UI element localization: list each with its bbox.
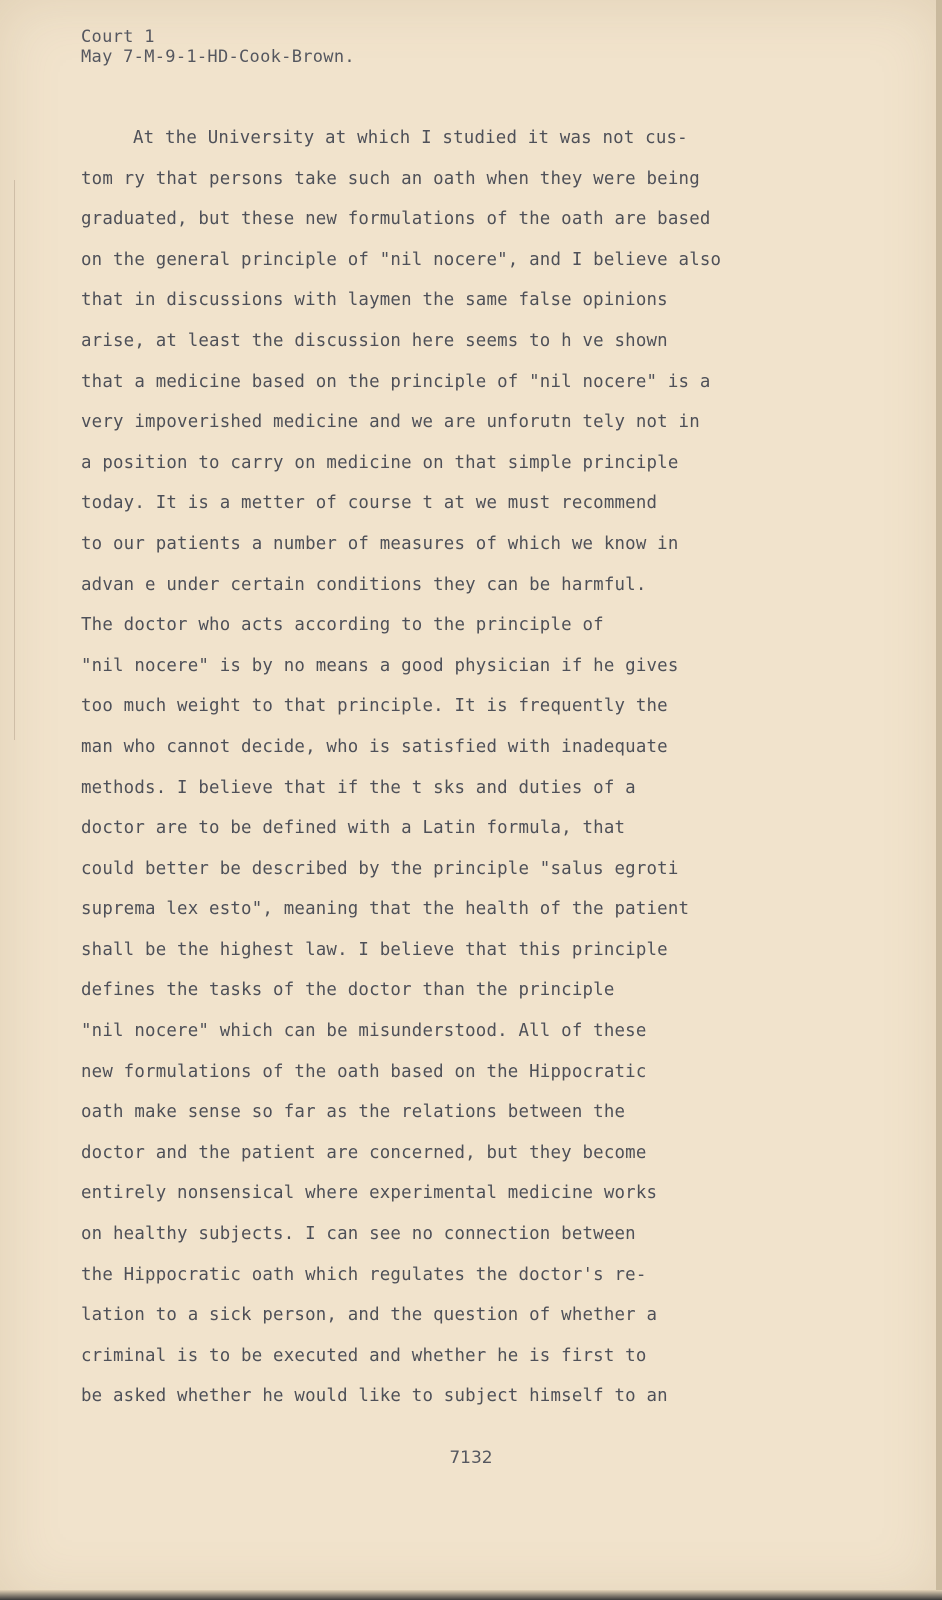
margin-marks (0, 180, 15, 740)
text-line: "nil nocere" is by no means a good physician if he gives (81, 655, 679, 676)
text-line: doctor and the patient are concerned, but they become (81, 1142, 647, 1163)
text-line: tom ry that persons take such an oath when they were being (81, 168, 700, 189)
text-line: man who cannot decide, who is satisfied with inadequate (81, 736, 668, 757)
text-line: oath make sense so far as the relations between the (81, 1102, 626, 1123)
text-line: lation to a sick person, and the question of whether a (81, 1305, 658, 1326)
text-line: The doctor who acts according to the principle of (81, 615, 604, 636)
text-line: on healthy subjects. I can see no connection between (81, 1224, 636, 1245)
text-line: graduated, but these new formulations of the oath are based (81, 209, 711, 230)
text-line: methods. I believe that if the t sks and duties of a (81, 777, 636, 798)
text-line: today. It is a metter of course t at we must recommend (81, 493, 658, 514)
header-court-line: Court 1 (81, 27, 155, 47)
text-line: on the general principle of "nil nocere", and I believe also (81, 249, 722, 270)
text-line: advan e under certain conditions they can be harmful. (81, 574, 647, 595)
text-line: that in discussions with laymen the same false opinions (81, 290, 668, 311)
text-line: arise, at least the discussion here seems to h ve shown (81, 330, 668, 351)
text-line: new formulations of the oath based on the Hippocratic (81, 1061, 647, 1082)
text-line: to our patients a number of measures of which we know in (81, 533, 679, 554)
header-reference-line: May 7-M-9-1-HD-Cook-Brown. (81, 47, 355, 67)
text-line: too much weight to that principle. It is frequently the (81, 696, 668, 717)
transcript-body (81, 118, 821, 1417)
text-line: doctor are to be defined with a Latin formula, that (81, 818, 626, 839)
text-line: a position to carry on medicine on that simple principle (81, 452, 679, 473)
text-line: could better be described by the principle "salus egroti (81, 858, 679, 879)
text-line: suprema lex esto", meaning that the health of the patient (81, 899, 690, 920)
page-bottom-edge (0, 1590, 942, 1600)
page-edge (936, 0, 942, 1600)
text-line: At the University at which I studied it was not cus- (133, 128, 688, 148)
text-line: criminal is to be executed and whether he is first to (81, 1345, 647, 1366)
text-line: that a medicine based on the principle of "nil nocere" is a (81, 371, 711, 392)
text-line: "nil nocere" which can be misunderstood. All of these (81, 1021, 647, 1042)
page-number: 7132 (449, 1448, 493, 1468)
document-header (81, 27, 355, 67)
text-line: defines the tasks of the doctor than the principle (81, 980, 615, 1001)
text-line: very impoverished medicine and we are unforutn tely not in (81, 412, 700, 433)
text-line: be asked whether he would like to subject himself to an (81, 1386, 668, 1407)
text-line: the Hippocratic oath which regulates the doctor's re- (81, 1264, 647, 1285)
text-line: entirely nonsensical where experimental medicine works (81, 1183, 658, 1204)
text-line: shall be the highest law. I believe that this principle (81, 939, 668, 960)
